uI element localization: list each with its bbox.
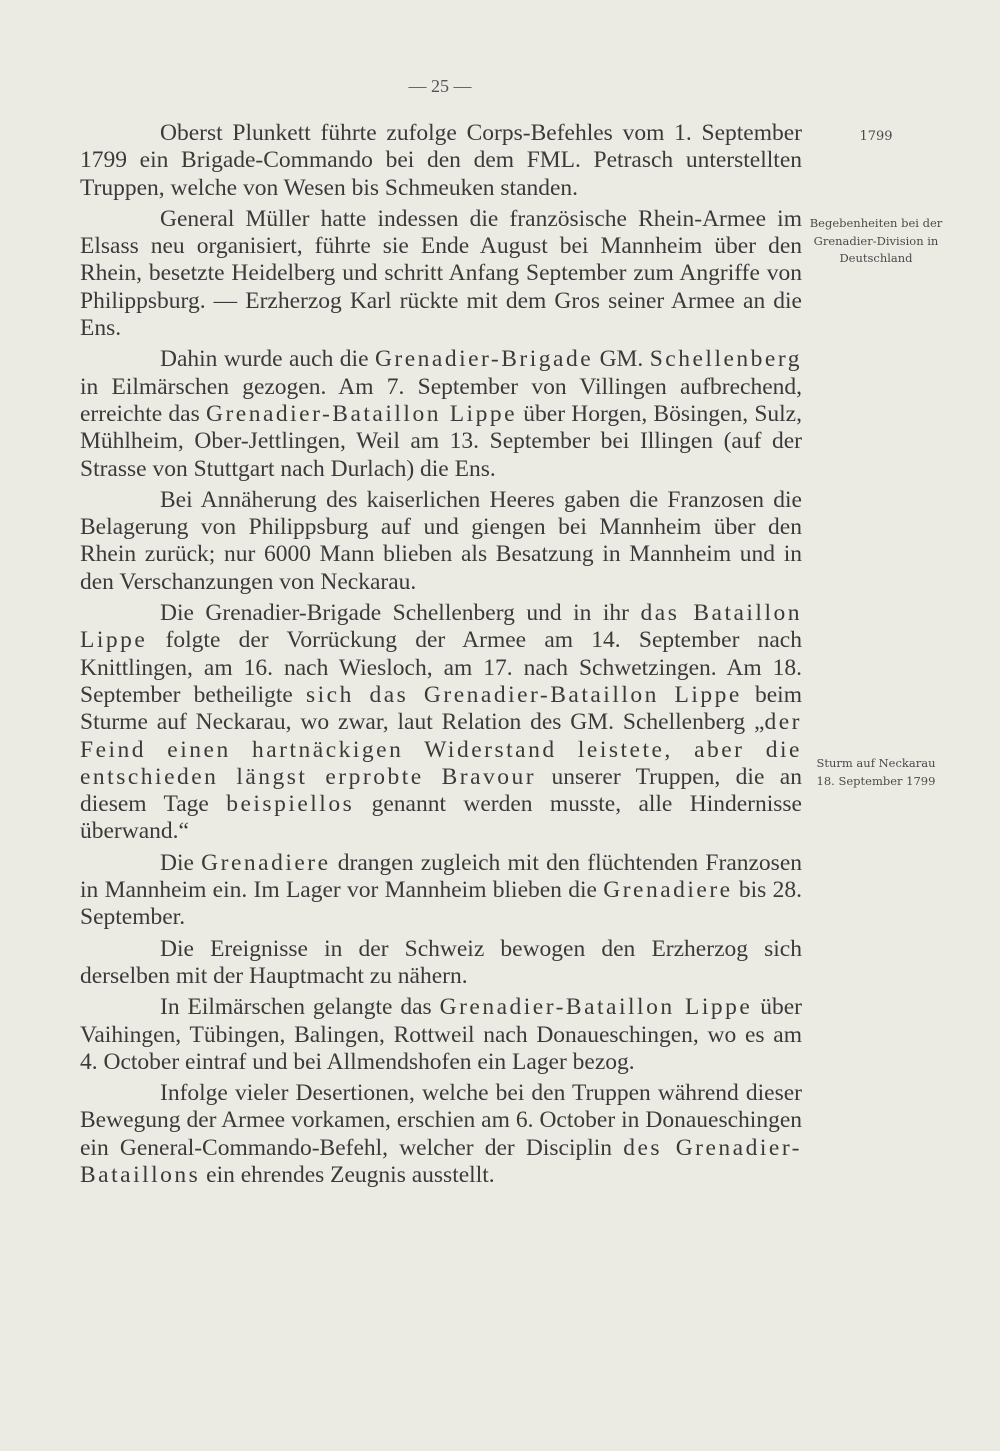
paragraph-5 <box>80 600 802 846</box>
text-run: bis 28. September. <box>80 877 802 931</box>
spaced-text: Grenadiere <box>201 849 331 876</box>
spaced-text: des Grenadier-Bataillons <box>80 1134 802 1188</box>
margin-note-year: 1799 <box>859 129 893 144</box>
paragraph-8 <box>80 994 802 1076</box>
text-run: unserer Truppen, die an diesem Tage <box>80 763 802 818</box>
spaced-text: Grenadiere <box>603 877 733 904</box>
text-run: Die <box>160 849 202 876</box>
text-run: drangen zugleich mit den flüchtenden Franzosen in Mannheim ein. Im Lager vor Mannheim blieben die <box>80 849 803 904</box>
spaced-text: Grenadier-Brigade <box>374 346 594 373</box>
spaced-text: Grenadier-Bataillon Lippe <box>206 400 518 427</box>
text-run: beim Sturme auf Neckarau, wo zwar, laut Relation des GM. Schellenberg „ <box>80 681 802 736</box>
text-run: in Eilmärschen gezogen. Am 7. September von Villingen aufbrechend, erreichte das <box>80 373 802 427</box>
paragraph-9 <box>80 1080 802 1189</box>
text-run: In Eilmärschen gelangte das <box>160 994 440 1021</box>
spaced-text: beispiellos <box>226 791 355 818</box>
text-run: genannt werden musste, alle Hindernisse überwand.“ <box>80 791 802 845</box>
text-run: GM. <box>593 346 650 373</box>
paragraph-3 <box>80 346 802 482</box>
paragraph-6 <box>80 850 802 932</box>
spaced-text: Bravour <box>441 763 537 790</box>
paragraph-2: General Müller hatte indessen die französische Rhein-Armee im Elsass neu organisiert, führte sie Ende August bei Mannheim über den Rhein, besetzte Heidelberg und schritt Anfang September zum Angriffe von Philippsburg. — Erzherzog Karl rückte mit dem Gros seiner Armee an die Ens. <box>80 205 802 342</box>
text-run: Die Grenadier-Brigade Schellenberg und in ihr <box>160 600 641 627</box>
margin-note-storm: Sturm auf Neckarau 18. September 1799 <box>816 756 936 788</box>
spaced-text: das Bataillon Lippe <box>80 600 802 654</box>
text-run: Infolge vieler Desertionen, welche bei den Truppen während dieser Bewegung der Armee vorkamen, erschien am 6. October in Donaueschingen ein General-Commando-Befehl, welcher der Disciplin <box>80 1080 802 1161</box>
spaced-text: der Feind einen hartnäckigen Widerstand leistete, aber die entschieden längst erprobte <box>80 709 802 790</box>
text-run: ein ehrendes Zeugnis ausstellt. <box>200 1161 495 1188</box>
spaced-text: Grenadier-Bataillon Lippe <box>439 994 753 1021</box>
spaced-text: Schellenberg <box>649 346 802 373</box>
text-run: über Horgen, Bösingen, Sulz, Mühlheim, Ober-Jettlingen, Weil am 13. September bei Illingen (auf der Strasse von Stuttgart nach Durlach) die Ens. <box>80 400 802 482</box>
text-run: über Vaihingen, Tübingen, Balingen, Rottweil nach Donaueschingen, wo es am 4. October eintraf und bei Allmendshofen ein Lager bezog. <box>80 994 802 1075</box>
text-run: folgte der Vorrückung der Armee am 14. September nach Knittlingen, am 16. nach Wiesloch, am 17. nach Schwetzingen. Am 18. September betheiligte <box>80 627 802 708</box>
text-run: Dahin wurde auch die <box>160 346 375 373</box>
spaced-text: sich das Grenadier-Bataillon Lippe <box>305 681 742 708</box>
paragraph-4: Bei Annäherung des kaiserlichen Heeres gaben die Franzosen die Belagerung von Philippsburg auf und giengen bei Mannheim über den Rhein zurück; nur 6000 Mann blieben als Besatzung in Mannheim und in den Verschanzungen von Neckarau. <box>80 486 802 595</box>
page-number: — 25 — <box>408 76 472 96</box>
paragraph-1: Oberst Plunkett führte zufolge Corps-Befehles vom 1. September 1799 ein Brigade-Commando bei den dem FML. Petrasch unterstellten Truppen, welche von Wesen bis Schmeuken standen. <box>80 120 802 201</box>
margin-note-events: Begebenheiten bei der Grenadier-Division in Deutschland <box>809 216 943 265</box>
body-text <box>80 120 802 1193</box>
paragraph-7: Die Ereignisse in der Schweiz bewogen den Erzherzog sich derselben mit der Hauptmacht zu nähern. <box>80 935 802 989</box>
